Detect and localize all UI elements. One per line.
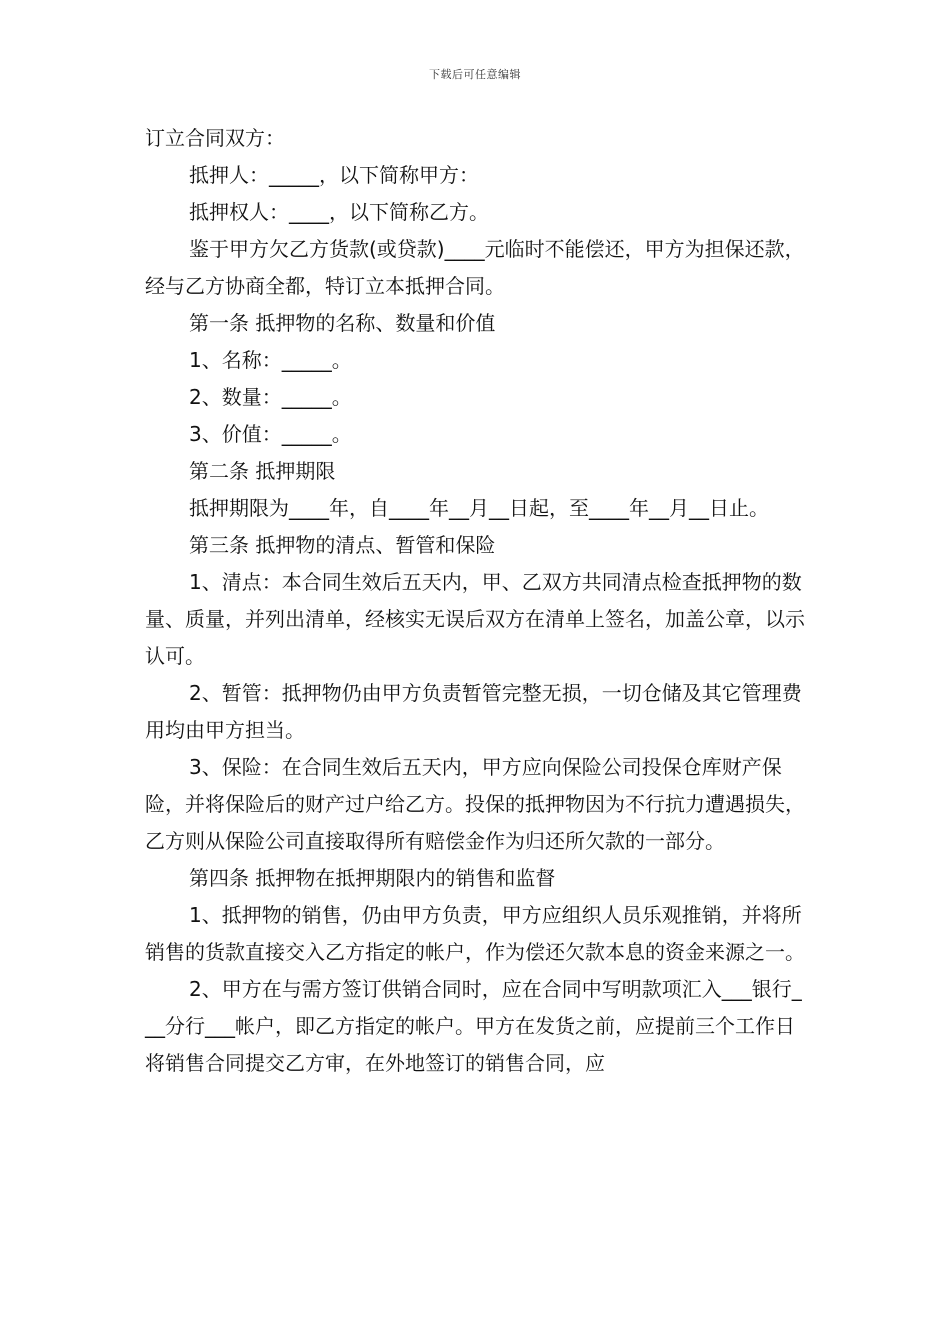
article-4-item-sales: 1、抵押物的销售，仍由甲方负责，甲方应组织人员乐观推销，并将所销售的货款直接交入乙方指定的帐户，作为偿还欠款本息的资金来源之一。 bbox=[145, 903, 805, 964]
page-header: 下载后可任意编辑 bbox=[429, 68, 521, 81]
article-1-item-name: 1、名称：_____。 bbox=[189, 348, 352, 372]
article-4-heading: 第四条 抵押物在抵押期限内的销售和监督 bbox=[189, 866, 556, 890]
contract-parties-heading: 订立合同双方： bbox=[145, 126, 285, 150]
article-2-heading: 第二条 抵押期限 bbox=[189, 459, 336, 483]
mortgagor-line: 抵押人：_____，以下简称甲方： bbox=[189, 163, 479, 187]
article-3-heading: 第三条 抵押物的清点、暂管和保险 bbox=[189, 533, 496, 557]
document-body bbox=[145, 120, 807, 1082]
article-4-item-contracts: 2、甲方在与需方签订供销合同时，应在合同中写明款项汇入___银行___分行___帐户，即乙方指定的帐户。甲方在发货之前，应提前三个工作日将销售合同提交乙方审，在外地签订的销售合同，应 bbox=[145, 977, 802, 1075]
mortgagee-line: 抵押权人：____，以下简称乙方。 bbox=[189, 200, 489, 224]
preamble-paragraph: 鉴于甲方欠乙方货款(或贷款)____元临时不能偿还，甲方为担保还款，经与乙方协商全都，特订立本抵押合同。 bbox=[145, 237, 805, 298]
article-1-item-quantity: 2、数量：_____。 bbox=[189, 385, 352, 409]
article-3-item-inventory: 1、清点：本合同生效后五天内，甲、乙双方共同清点检查抵押物的数量、质量，并列出清单，经核实无误后双方在清单上签名，加盖公章，以示认可。 bbox=[145, 570, 805, 668]
article-3-item-custody: 2、暂管：抵押物仍由甲方负责暂管完整无损，一切仓储及其它管理费用均由甲方担当。 bbox=[145, 681, 802, 742]
article-3-item-insurance: 3、保险：在合同生效后五天内，甲方应向保险公司投保仓库财产保险，并将保险后的财产过户给乙方。投保的抵押物因为不行抗力遭遇损失，乙方则从保险公司直接取得所有赔偿金作为归还所欠款的一部分。 bbox=[145, 755, 805, 853]
article-1-heading: 第一条 抵押物的名称、数量和价值 bbox=[189, 311, 496, 335]
article-1-item-value: 3、价值：_____。 bbox=[189, 422, 352, 446]
article-2-term-paragraph: 抵押期限为____年，自____年__月__日起，至____年__月__日止。 bbox=[189, 496, 769, 520]
